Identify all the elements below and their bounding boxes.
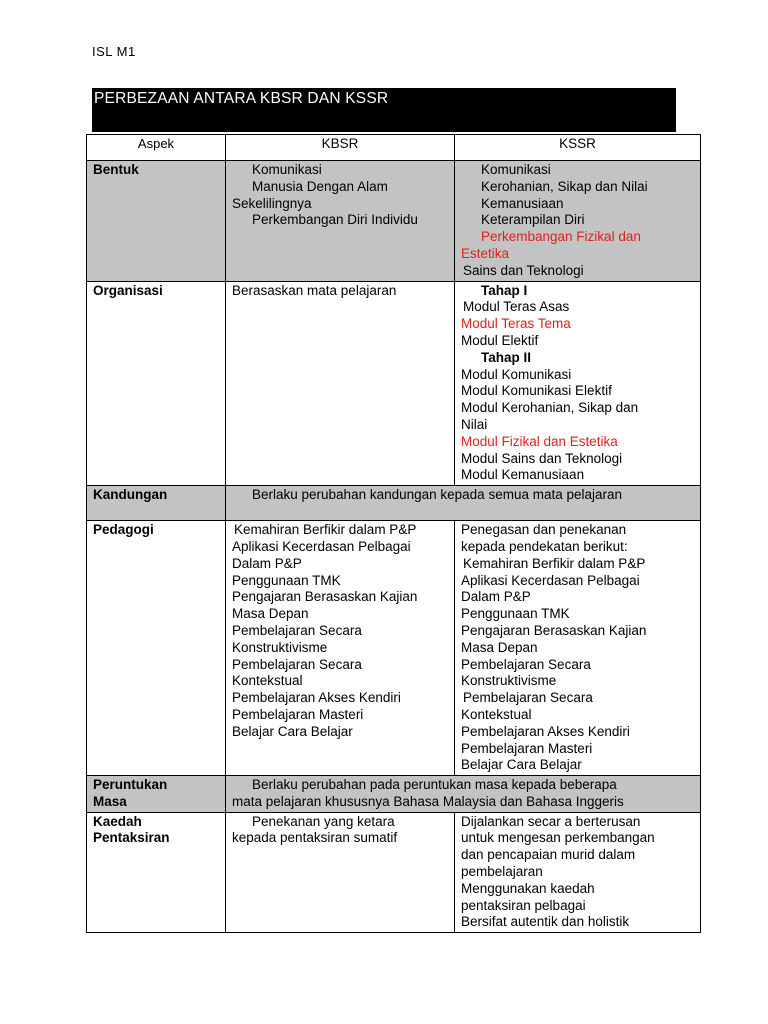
kssr-organisasi: Tahap I Modul Teras Asas Modul Teras Tema Modul Elektif Tahap II Modul Komunikasi Modul Komunikasi Elektif Modul Kerohanian, Sikap dan Nilai Modul Fizikal dan Estetika Modul Sains dan Teknologi Modul Kemanusiaan [455, 281, 701, 486]
table-row-bentuk [87, 161, 701, 282]
document-title: PERBEZAAN ANTARA KBSR DAN KSSR [94, 90, 389, 107]
table-row-pedagogi [87, 521, 701, 776]
aspek-peruntukan-masa: Peruntukan Masa [87, 776, 226, 813]
column-header-aspek: Aspek [87, 135, 226, 161]
kbsr-organisasi: Berasaskan mata pelajaran [226, 281, 455, 486]
table-row-kandungan [87, 486, 701, 521]
aspek-organisasi: Organisasi [87, 281, 226, 486]
table-row-kaedah-pentaksiran [87, 812, 701, 933]
column-header-kssr: KSSR [455, 135, 701, 161]
aspek-kandungan: Kandungan [87, 486, 226, 521]
aspek-bentuk: Bentuk [87, 161, 226, 282]
column-header-kbsr: KBSR [226, 135, 455, 161]
aspek-kaedah-pentaksiran: Kaedah Pentaksiran [87, 812, 226, 933]
peruntukan-masa-text: Berlaku perubahan pada peruntukan masa kepada beberapa mata pelajaran khususnya Bahasa Malaysia dan Bahasa Inggeris [226, 776, 701, 813]
kssr-pedagogi: Penegasan dan penekanan kepada pendekatan berikut: Kemahiran Berfikir dalam P&P Aplikasi Kecerdasan Pelbagai Dalam P&P Penggunaan TMK Pengajaran Berasaskan Kajian Masa Depan Pembelajaran Secara Konstruktivisme Pembelajaran Secara Kontekstual Pembelajaran Akses Kendiri Pembelajaran Masteri Belajar Cara Belajar [455, 521, 701, 776]
aspek-pedagogi: Pedagogi [87, 521, 226, 776]
header-label: ISL M1 [92, 44, 136, 59]
comparison-table [86, 134, 701, 933]
table-row-organisasi [87, 281, 701, 486]
kssr-bentuk: Komunikasi Kerohanian, Sikap dan Nilai Kemanusiaan Keterampilan Diri Perkembangan Fizikal dan Estetika Sains dan Teknologi [455, 161, 701, 282]
kbsr-kaedah-pentaksiran: Penekanan yang ketara kepada pentaksiran sumatif [226, 812, 455, 933]
kbsr-bentuk: Komunikasi Manusia Dengan Alam Sekelilingnya Perkembangan Diri Individu [226, 161, 455, 282]
kssr-kaedah-pentaksiran: Dijalankan secar a berterusan untuk mengesan perkembangan dan pencapaian murid dalam pembelajaran Menggunakan kaedah pentaksiran pelbagai Bersifat autentik dan holistik [455, 812, 701, 933]
kbsr-pedagogi: Kemahiran Berfikir dalam P&P Aplikasi Kecerdasan Pelbagai Dalam P&P Penggunaan TMK Pengajaran Berasaskan Kajian Masa Depan Pembelajaran Secara Konstruktivisme Pembelajaran Secara Kontekstual Pembelajaran Akses Kendiri Pembelajaran Masteri Belajar Cara Belajar [226, 521, 455, 776]
table-row-peruntukan-masa [87, 776, 701, 813]
table-header-row [87, 135, 701, 161]
kandungan-text: Berlaku perubahan kandungan kepada semua mata pelajaran [226, 486, 701, 521]
title-bar [92, 88, 676, 132]
